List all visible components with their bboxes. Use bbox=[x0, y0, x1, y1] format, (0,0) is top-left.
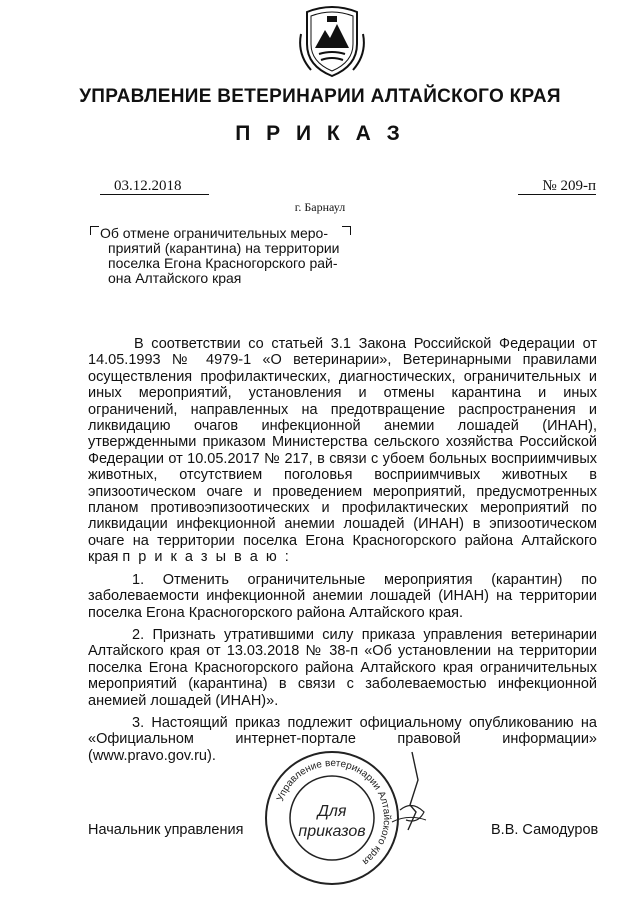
document-date: 03.12.2018 bbox=[100, 178, 209, 195]
document-number: № 209-п bbox=[518, 178, 596, 195]
order-item: 3. Настоящий приказ подлежит официальному опубликованию на «Официальном интернет-портале правовой информации» (www.pravo.gov.ru). bbox=[88, 714, 597, 764]
subject-bracket-left bbox=[90, 226, 99, 235]
organization-title: УПРАВЛЕНИЕ ВЕТЕРИНАРИИ АЛТАЙСКОГО КРАЯ bbox=[79, 86, 561, 107]
handwritten-signature bbox=[372, 750, 452, 836]
svg-text:приказов: приказов bbox=[298, 823, 366, 840]
coat-of-arms-icon bbox=[297, 4, 367, 78]
order-item: 2. Признать утратившими силу приказа управления ветеринарии Алтайского края от 13.03.2018 № 38-п «Об установлении на территории поселка Егона Красногорского района Алтайского края ограничительных мероприятий (карантина) в связи с заболеваемостью инфекционной анемией лошадей (ИНАН)». bbox=[88, 626, 597, 709]
subject-line: она Алтайского края bbox=[108, 270, 242, 286]
subject-line: поселка Егона Красногорского рай- bbox=[108, 255, 338, 271]
subject-line: Об отмене ограничительных меро- bbox=[100, 225, 329, 241]
signatory-name: В.В. Самодуров bbox=[491, 822, 599, 838]
preamble-text: В соответствии со статьей 3.1 Закона Российской Федерации от 14.05.1993 № 4979-1 «О ветеринарии», Ветеринарными правилами осуществления профилактических, диагностических, ограничительных и иных мероприятий, установления и отмены карантина и иных ограничений, направленных на предотвращение распространения и ликвидацию очагов инфекционной анемии лошадей (ИНАН), утвержденными приказом Министерства сельского хозяйства Российской Федерации от 10.05.2017 № 217, в связи с убоем больных восприимчивых животных, отсутствием поголовья восприимчивых животных в эпизоотическом очаге и проведением мероприятий, предусмотренных планом противоэпизоотических и профилактических мероприятий по ликвидации инфекционной анемии лошадей (ИНАН) в эпизоотическом очаге на территории поселка Егона Красногорского района Алтайского края bbox=[88, 336, 597, 566]
signatory-position: Начальник управления bbox=[88, 822, 244, 838]
document-kind: П Р И К А З bbox=[235, 122, 405, 145]
document-subject bbox=[100, 226, 352, 286]
document-body bbox=[88, 336, 597, 770]
city-label: г. Барнаул bbox=[294, 200, 346, 214]
svg-text:Для: Для bbox=[317, 803, 347, 820]
preamble-paragraph bbox=[88, 336, 597, 566]
svg-text:Управление ветеринарии Алтайск: Управление ветеринарии Алтайского края bbox=[275, 757, 393, 867]
subject-line: приятий (карантина) на территории bbox=[108, 240, 340, 256]
order-item: 1. Отменить ограничительные мероприятия (карантин) по заболеваемости инфекционной анемии лошадей (ИНАН) на территории поселка Егона Красногорского района Алтайского края. bbox=[88, 571, 597, 621]
order-word: п р и к а з ы в а ю : bbox=[122, 549, 291, 566]
